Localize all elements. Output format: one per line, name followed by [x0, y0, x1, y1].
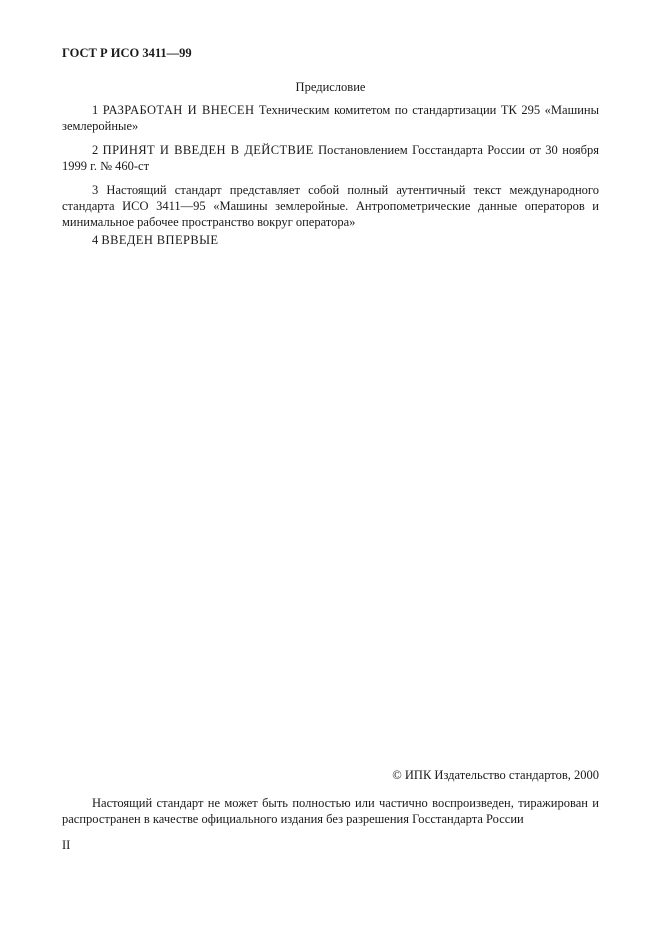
paragraph-text: Техническим комитетом по стандартизации ТК 295 «Машины землеройные»: [62, 103, 599, 133]
paragraph-4: [62, 232, 599, 248]
paragraph-number: 4: [92, 233, 99, 247]
paragraph-2: [62, 142, 599, 174]
section-title: Предисловие: [295, 80, 366, 94]
reproduction-notice: Настоящий стандарт не может быть полностью или частично воспроизведен, тиражирован и распространен в качестве официального издания без разрешения Госстандарта России: [62, 796, 599, 826]
copyright-line: © ИПК Издательство стандартов, 2000: [392, 768, 599, 782]
document-code: ГОСТ Р ИСО 3411—99: [62, 46, 192, 60]
paragraph-1: [62, 102, 599, 134]
paragraph-caps: ВВЕДЕН ВПЕРВЫЕ: [101, 233, 219, 247]
page-number: II: [62, 838, 71, 852]
paragraph-text: Постановлением Госстандарта России от 30 ноября 1999 г. № 460-ст: [62, 143, 600, 173]
paragraph-caps: ПРИНЯТ И ВВЕДЕН В ДЕЙСТВИЕ: [102, 143, 314, 157]
paragraph-caps: РАЗРАБОТАН И ВНЕСЕН: [102, 103, 255, 117]
paragraph-text: Настоящий стандарт представляет собой полный аутентичный текст международного стандарта ИСО 3411—95 «Машины землеройные. Антропометрические данные операторов и минимальное рабочее пространство вокруг оператора»: [62, 183, 599, 229]
paragraph-number: 1: [92, 103, 99, 117]
paragraph-number: 3: [92, 183, 99, 197]
paragraph-3: [62, 182, 599, 230]
paragraph-number: 2: [92, 143, 99, 157]
